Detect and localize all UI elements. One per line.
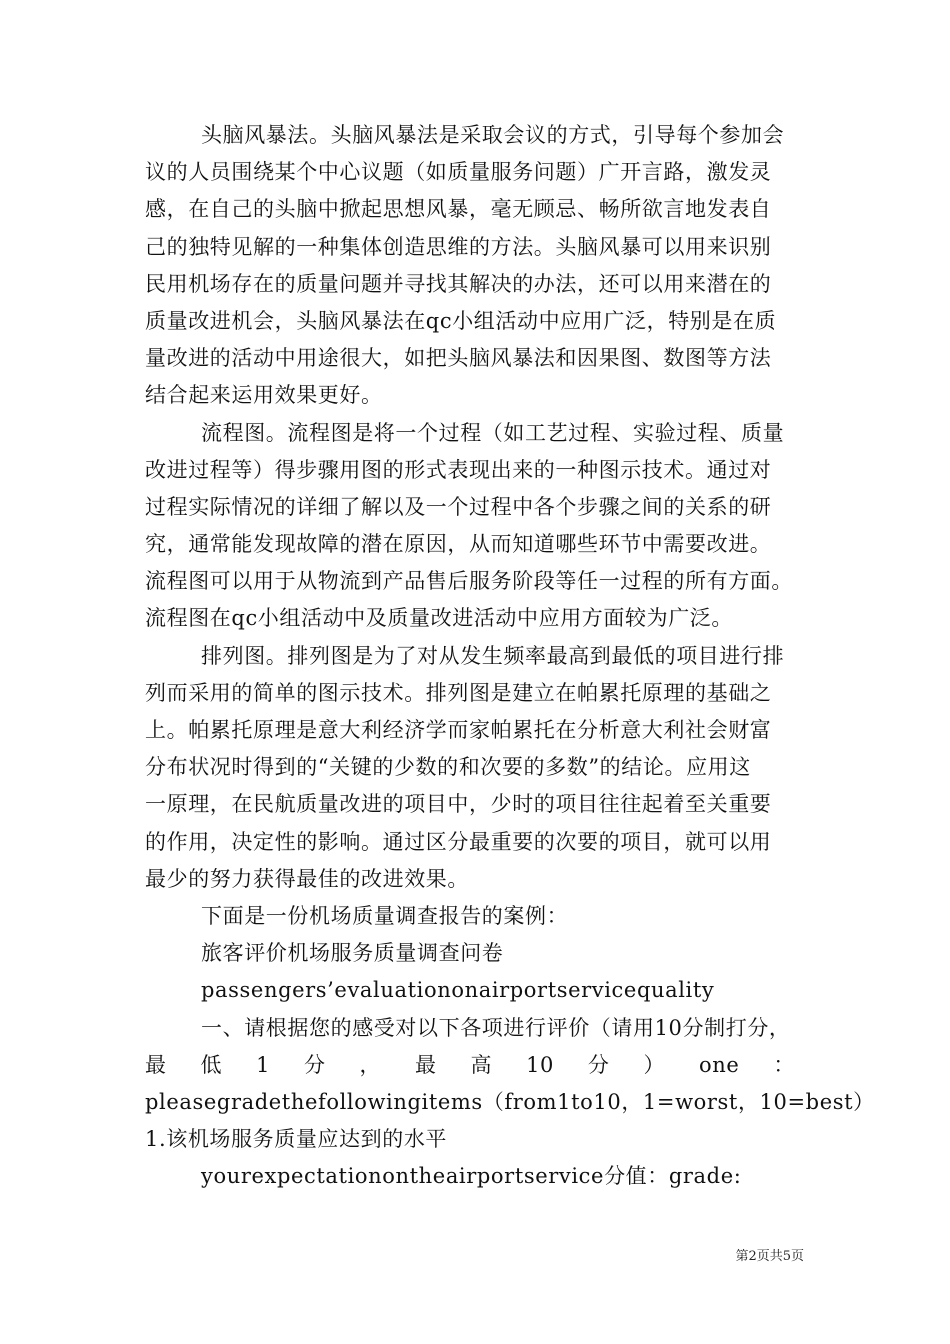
scale-line xyxy=(145,1047,795,1084)
paragraph-line: 结合起来运用效果更好。 xyxy=(145,383,383,408)
scale-token: 10 xyxy=(526,1052,554,1077)
paragraph-line: 过程实际情况的详细了解以及一个过程中各个步骤之间的关系的研 xyxy=(145,494,772,519)
scale-token: 高 xyxy=(470,1052,493,1077)
survey-title-english: passengers’evaluationonairportservicequality xyxy=(201,978,715,1003)
paragraph-line: 头脑风暴法。头脑风暴法是采取会议的方式，引导每个参加会 xyxy=(201,123,785,147)
paragraph-line: 列而采用的简单的图示技术。排列图是建立在帕累托原理的基础之 xyxy=(145,680,772,705)
page-footer: 第2页共5页 xyxy=(735,1249,804,1264)
scale-token: ） xyxy=(643,1052,666,1077)
paragraph-line: 己的独特见解的一种集体创造思维的方法。头脑风暴可以用来识别 xyxy=(145,234,772,259)
paragraph-line: 质量改进机会，头脑风暴法在qc小组活动中应用广泛，特别是在质 xyxy=(145,308,777,333)
scale-token: ， xyxy=(359,1052,382,1077)
paragraph-line: 的作用，决定性的影响。通过区分最重要的次要的项目，就可以用 xyxy=(145,829,772,854)
paragraph-line: 量改进的活动中用途很大，如把头脑风暴法和因果图、数图等方法 xyxy=(145,346,772,371)
paragraph-line: 民用机场存在的质量问题并寻找其解决的办法，还可以用来潜在的 xyxy=(145,271,772,296)
section-heading-english: pleasegradethefollowingitems（from1to10，1=worst，10=best） xyxy=(145,1089,875,1114)
scale-token: 最 xyxy=(415,1052,437,1077)
scale-token: 最 xyxy=(145,1052,167,1077)
paragraph-line: 排列图。排列图是为了对从发生频率最高到最低的项目进行排 xyxy=(201,643,785,668)
paragraph-line: 感，在自己的头脑中掀起思想风暴，毫无顾忌、畅所欲言地发表自 xyxy=(145,197,772,222)
document-body xyxy=(145,117,875,1195)
survey-title: 旅客评价机场服务质量调查问卷 xyxy=(201,941,504,966)
paragraph-line: 流程图。流程图是将一个过程（如工艺过程、实验过程、质量 xyxy=(201,420,785,445)
question-item: 1.该机场服务质量应达到的水平 xyxy=(145,1127,448,1152)
paragraph-line: 议的人员围绕某个中心议题（如质量服务问题）广开言路，激发灵 xyxy=(145,160,772,185)
scale-token: one xyxy=(698,1052,740,1077)
scale-token: ： xyxy=(773,1052,795,1077)
paragraph-line: 分布状况时得到的“关键的少数的和次要的多数”的结论。应用这 xyxy=(145,755,751,780)
paragraph-line: 流程图在qc小组活动中及质量改进活动中应用方面较为广泛。 xyxy=(145,606,734,631)
paragraph-line: 一原理，在民航质量改进的项目中，少时的项目往往起着至关重要 xyxy=(145,792,772,817)
scale-token: 分 xyxy=(303,1052,326,1077)
scale-token: 低 xyxy=(200,1052,223,1077)
question-item-english: yourexpectationontheairportservice分值：grade: xyxy=(201,1164,742,1189)
paragraph-line: 最少的努力获得最佳的改进效果。 xyxy=(145,866,469,891)
paragraph-line: 流程图可以用于从物流到产品售后服务阶段等任一过程的所有方面。 xyxy=(145,569,793,594)
section-heading: 一、请根据您的感受对以下各项进行评价（请用10分制打分， xyxy=(201,1015,791,1040)
scale-token: 1 xyxy=(256,1052,271,1077)
paragraph-line: 上。帕累托原理是意大利经济学而家帕累托在分析意大利社会财富 xyxy=(145,718,772,742)
paragraph-line: 究，通常能发现故障的潜在原因，从而知道哪些环节中需要改进。 xyxy=(145,532,772,557)
paragraph-line: 改进过程等）得步骤用图的形式表现出来的一种图示技术。通过对 xyxy=(145,457,772,482)
paragraph-line: 下面是一份机场质量调查报告的案例： xyxy=(201,903,569,928)
scale-token: 分 xyxy=(587,1052,610,1077)
